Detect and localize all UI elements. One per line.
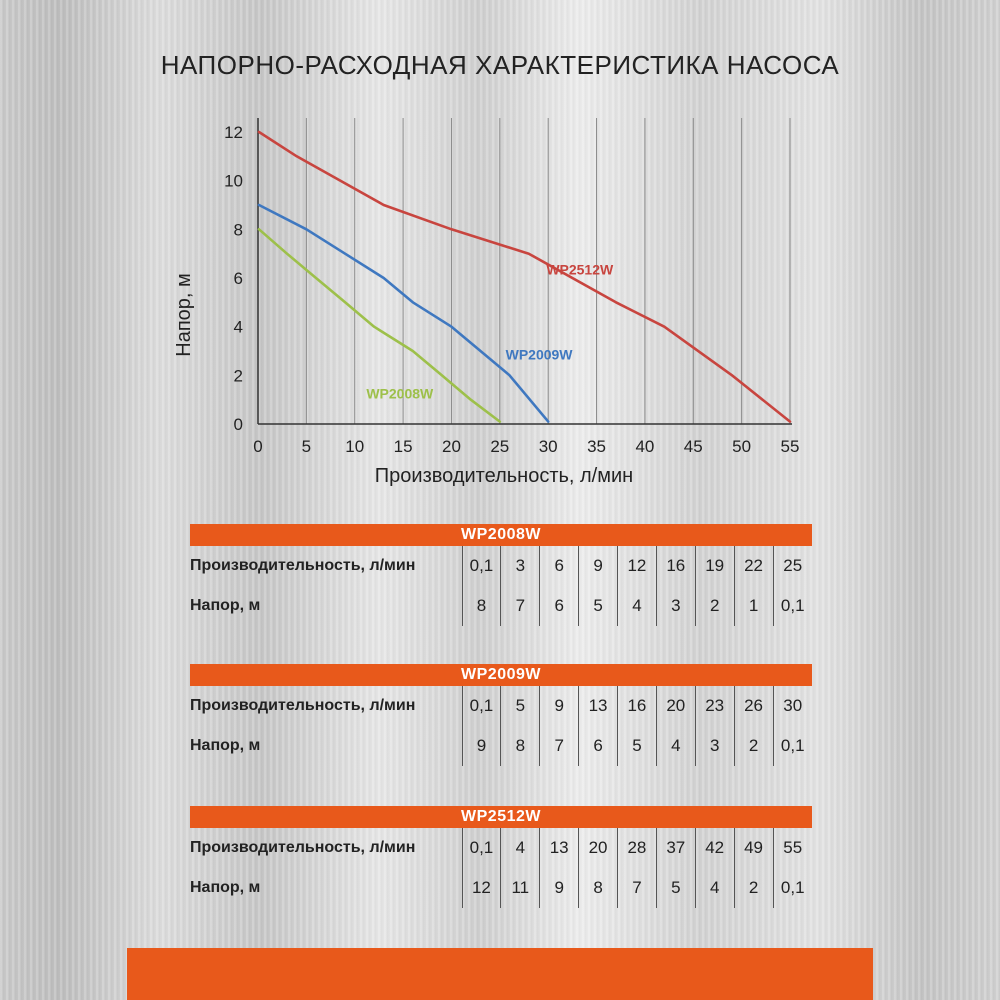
table-wp2008w [190, 524, 812, 626]
x-tick-label: 35 [587, 437, 607, 456]
table-cell: 3 [695, 726, 734, 766]
table-cell: 30 [773, 686, 812, 726]
table-title: WP2512W [190, 806, 812, 828]
table-cell: 0,1 [773, 726, 812, 766]
row-label: Напор, м [190, 737, 261, 754]
table-cell: 1 [734, 586, 773, 626]
table-cell: 8 [462, 586, 501, 626]
row-label: Напор, м [190, 597, 261, 614]
table-title: WP2008W [190, 524, 812, 546]
y-tick-label: 6 [233, 269, 243, 288]
table-cell: 8 [579, 868, 618, 908]
table-cell: 6 [579, 726, 618, 766]
table-cell: 2 [734, 726, 773, 766]
table-title: WP2009W [190, 664, 812, 686]
table-wp2009w [190, 664, 812, 766]
row-label: Производительность, л/мин [190, 557, 416, 574]
x-tick-label: 0 [253, 437, 263, 456]
table-cell: 25 [773, 546, 812, 586]
y-tick-label: 10 [224, 171, 243, 191]
table-cell: 13 [540, 828, 579, 868]
table-cell: 5 [618, 726, 657, 766]
table-wp2512w [190, 806, 812, 908]
y-tick-label: 0 [233, 415, 243, 434]
table-row [190, 586, 812, 626]
table-cell: 6 [540, 586, 579, 626]
table-cell: 9 [579, 546, 618, 586]
table-cell: 8 [501, 726, 540, 766]
table-cell: 4 [618, 586, 657, 626]
table-cell: 12 [618, 546, 657, 586]
table-cell: 23 [695, 686, 734, 726]
table-cell: 28 [618, 828, 657, 868]
series-label: WP2009W [505, 346, 573, 363]
x-tick-label: 55 [780, 437, 800, 456]
table-cell: 0,1 [462, 686, 501, 726]
table-cell: 5 [501, 686, 540, 726]
table-cell: 5 [579, 586, 618, 626]
y-tick-label: 12 [224, 123, 243, 142]
table-cell: 0,1 [462, 828, 501, 868]
table-cell: 12 [462, 868, 501, 908]
table-cell: 19 [695, 546, 734, 586]
x-tick-label: 50 [732, 437, 752, 456]
y-axis-label: Напор, м [173, 273, 195, 357]
series-label: WP2512W [546, 261, 614, 278]
table-cell: 4 [656, 726, 695, 766]
x-tick-label: 40 [635, 437, 655, 456]
table-cell: 22 [734, 546, 773, 586]
x-tick-label: 15 [393, 437, 413, 456]
table-cell: 20 [656, 686, 695, 726]
x-axis-label: Производительность, л/мин [374, 465, 634, 487]
table-row [190, 726, 812, 766]
table-cell: 7 [540, 726, 579, 766]
table-cell: 16 [656, 546, 695, 586]
y-tick-label: 8 [233, 220, 243, 240]
y-tick-label: 4 [233, 317, 243, 337]
table-cell: 20 [579, 828, 618, 868]
table-cell: 7 [618, 868, 657, 908]
table-cell: 0,1 [462, 546, 501, 586]
table-cell: 49 [734, 828, 773, 868]
x-tick-label: 20 [441, 437, 461, 456]
x-tick-label: 45 [683, 437, 703, 456]
table-cell: 11 [501, 868, 540, 908]
table-cell: 26 [734, 686, 773, 726]
y-tick-label: 2 [233, 366, 243, 386]
table-cell: 9 [540, 868, 579, 908]
table-cell: 0,1 [773, 868, 812, 908]
table-cell: 55 [773, 828, 812, 868]
table-cell: 9 [540, 686, 579, 726]
row-label: Производительность, л/мин [190, 839, 416, 856]
table-cell: 16 [618, 686, 657, 726]
table-cell: 13 [579, 686, 618, 726]
page-title: НАПОРНО-РАСХОДНАЯ ХАРАКТЕРИСТИКА НАСОСА [160, 50, 840, 80]
table-cell: 6 [540, 546, 579, 586]
table-cell: 7 [501, 586, 540, 626]
x-tick-label: 25 [490, 437, 510, 456]
table-row [190, 868, 812, 908]
x-tick-label: 10 [345, 437, 365, 456]
table-cell: 5 [656, 868, 695, 908]
x-tick-label: 5 [301, 437, 312, 456]
table-row [190, 546, 812, 586]
table-cell: 3 [501, 546, 540, 586]
series-line-wp2512w [259, 132, 790, 422]
table-cell: 2 [695, 586, 734, 626]
table-cell: 9 [462, 726, 501, 766]
table-row [190, 828, 812, 868]
bottom-accent-bar [127, 948, 873, 1000]
table-cell: 3 [656, 586, 695, 626]
table-cell: 4 [501, 828, 540, 868]
table-cell: 0,1 [773, 586, 812, 626]
table-cell: 4 [695, 868, 734, 908]
row-label: Напор, м [190, 879, 261, 896]
table-cell: 2 [734, 868, 773, 908]
table-cell: 37 [656, 828, 695, 868]
row-label: Производительность, л/мин [190, 697, 416, 714]
series-label: WP2008W [366, 385, 434, 402]
table-row [190, 686, 812, 726]
table-cell: 42 [695, 828, 734, 868]
x-tick-label: 30 [538, 437, 558, 456]
